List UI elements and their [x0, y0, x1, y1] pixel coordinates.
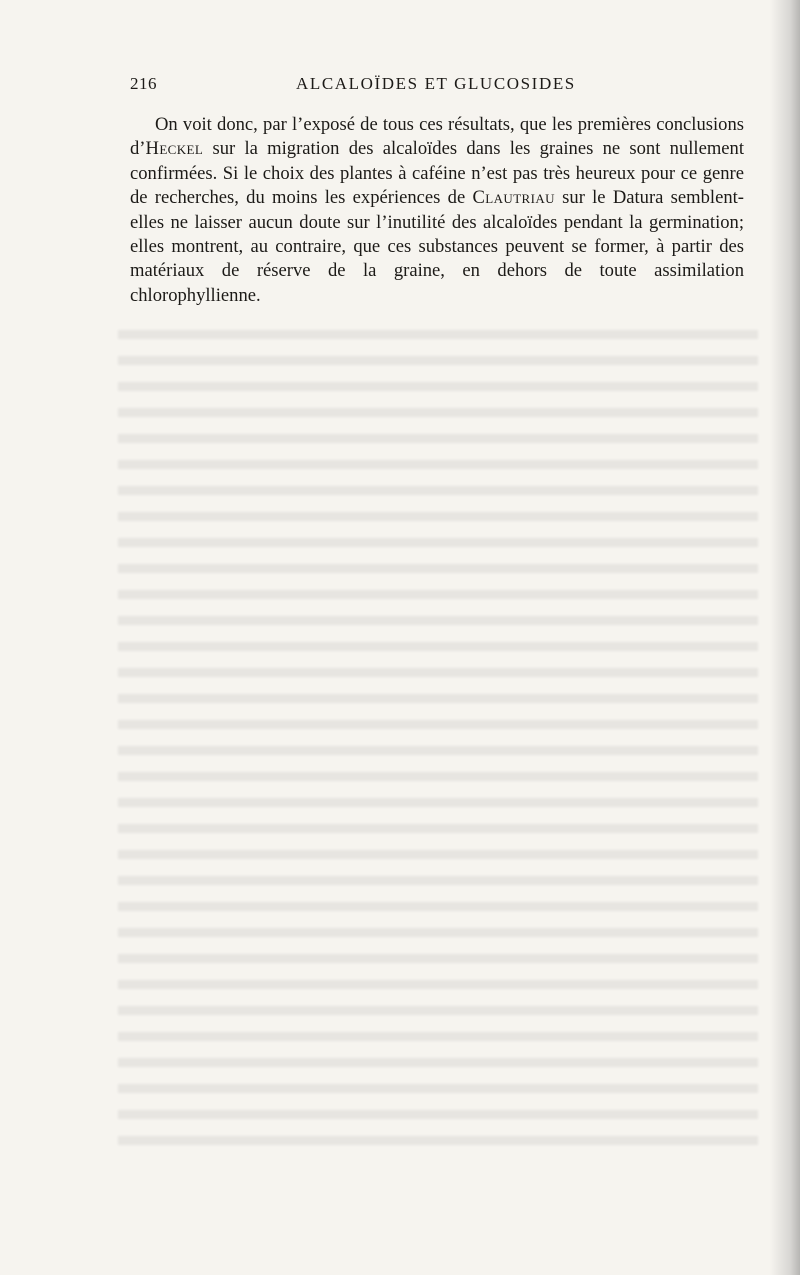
paragraph-text-1: On voit donc, par l’exposé de tous ces résultats, que les premières conclusions d’ — [130, 114, 744, 160]
bleed-through-text — [118, 330, 758, 1150]
running-title: ALCALOÏDES ET GLUCOSIDES — [296, 74, 576, 93]
author-name-heckel: Heckel — [145, 138, 204, 160]
author-name-clautriau: Clautriau — [472, 187, 555, 209]
page-header — [130, 74, 744, 98]
body-paragraph — [130, 113, 744, 308]
paragraph-text-3: sur le Datura semblent-elles ne laisser aucun doute sur l’inutilité des alcaloïdes pendant la germination; elles montrent, au contraire, que ces substances peuvent se former, à partir des matériaux de réserve de la graine, en dehors de toute assimilation chlorophyllienne. — [130, 187, 744, 306]
paragraph-text-2: sur la migration des alcaloïdes dans les graines ne sont nullement confirmées. Si le choix des plantes à caféine n’est pas très heureux pour ce genre de recherches, du moins les expériences de — [130, 138, 744, 209]
page-number: 216 — [130, 74, 157, 93]
